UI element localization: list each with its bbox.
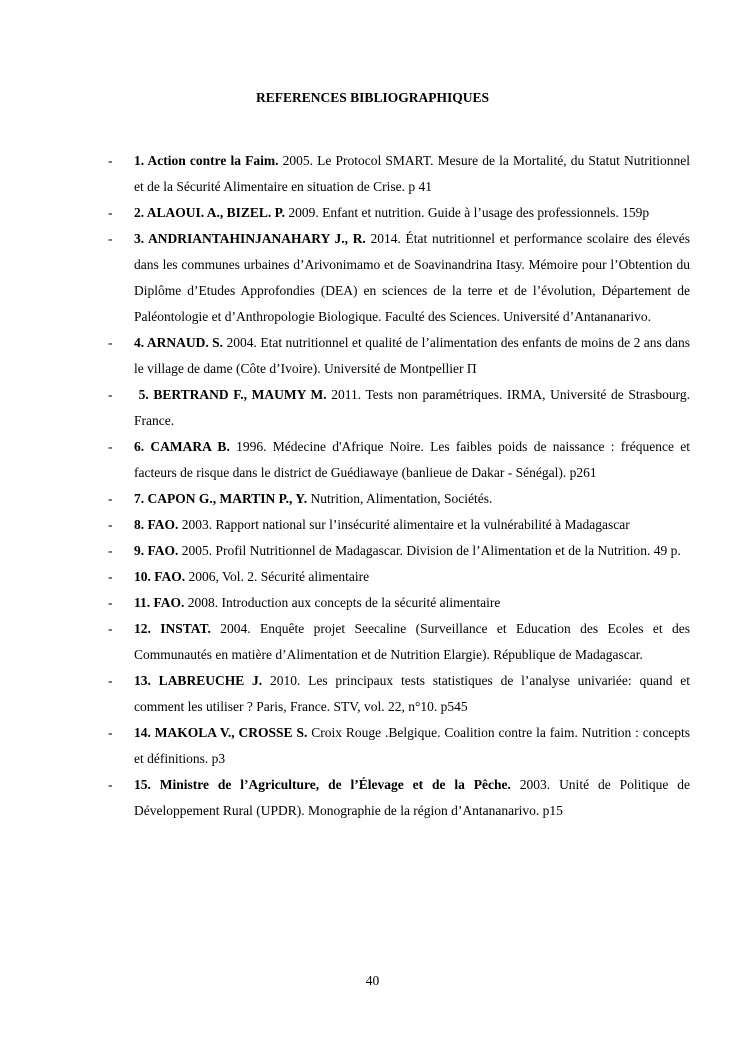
reference-text: Nutrition, Alimentation, Sociétés. [307, 491, 493, 506]
reference-item [108, 616, 690, 668]
page-title: REFERENCES BIBLIOGRAPHIQUES [256, 90, 489, 105]
reference-item [108, 720, 690, 772]
reference-item [108, 330, 690, 382]
reference-item [108, 382, 690, 434]
reference-author: 3. ANDRIANTAHINJANAHARY J., R. [134, 231, 366, 246]
reference-text: 2014. État nutritionnel et performance scolaire des élevés dans les communes urbaines d’Arivonimamo et de Soavinandrina Itasy. Mémoire pour l’Obtention du Diplôme d’Etudes Approfondies (DEA) en sciences de la terre et de l’évolution, Département de Paléontologie et d’Anthropologie Biologique. Faculté des Sciences. Université d’Antananarivo. [134, 231, 690, 324]
page-number: 40 [365, 973, 380, 988]
reference-text: 1996. Médecine d'Afrique Noire. Les faibles poids de naissance : fréquence et facteurs de risque dans le district de Guédiawaye (banlieue de Dakar - Sénégal). p261 [134, 439, 691, 480]
bullet-dash: - [108, 621, 113, 636]
reference-text: 2004. Etat nutritionnel et qualité de l’alimentation des enfants de moins de 2 ans dans le village de dame (Côte d’Ivoire). Université de Montpellier Π [134, 335, 690, 376]
bullet-dash: - [108, 387, 113, 402]
reference-item [108, 668, 690, 720]
bullet-dash: - [108, 673, 113, 688]
reference-text: Croix Rouge .Belgique. Coalition contre la faim. Nutrition : concepts et définitions. p3 [134, 725, 690, 766]
reference-item [108, 772, 690, 824]
reference-author: 4. ARNAUD. S. [134, 335, 224, 350]
reference-author: 6. CAMARA B. [134, 439, 230, 454]
bullet-dash: - [108, 439, 113, 454]
bullet-dash: - [108, 517, 113, 532]
reference-author: 12. INSTAT. [134, 621, 211, 636]
bullet-dash: - [108, 335, 113, 350]
reference-item [108, 590, 690, 616]
bullet-dash: - [108, 543, 113, 558]
bullet-dash: - [108, 231, 113, 246]
reference-text: 2006, Vol. 2. Sécurité alimentaire [185, 569, 370, 584]
bullet-dash: - [108, 725, 113, 740]
reference-text: 2010. Les principaux tests statistiques de l’analyse univariée: quand et comment les utiliser ? Paris, France. STV, vol. 22, n°10. p545 [134, 673, 691, 714]
bullet-dash: - [108, 491, 113, 506]
reference-author: 1. Action contre la Faim. [134, 153, 279, 168]
reference-author: 14. MAKOLA V., CROSSE S. [134, 725, 308, 740]
reference-text: 2009. Enfant et nutrition. Guide à l’usage des professionnels. 159p [285, 205, 650, 220]
reference-text: 2003. Unité de Politique de Développement Rural (UPDR). Monographie de la région d’Antananarivo. p15 [134, 777, 690, 818]
bullet-dash: - [108, 153, 113, 168]
reference-author: 9. FAO. [134, 543, 179, 558]
reference-text: 2005. Le Protocol SMART. Mesure de la Mortalité, du Statut Nutritionnel et de la Sécurité Alimentaire en situation de Crise. p 41 [134, 153, 690, 194]
reference-item [108, 486, 690, 512]
reference-author: 7. CAPON G., MARTIN P., Y. [134, 491, 308, 506]
reference-text: 2011. Tests non paramétriques. IRMA, Université de Strasbourg. France. [134, 387, 691, 428]
bullet-dash: - [108, 595, 113, 610]
reference-item [108, 148, 690, 200]
reference-author: 5. BERTRAND F., MAUMY M. [134, 387, 327, 402]
reference-author: 2. ALAOUI. A., BIZEL. P. [134, 205, 286, 220]
reference-author: 10. FAO. [134, 569, 186, 584]
reference-author: 15. Ministre de l’Agriculture, de l’Élevage et de la Pêche. [134, 777, 511, 792]
reference-item [108, 564, 690, 590]
reference-item [108, 200, 690, 226]
reference-author: 8. FAO. [134, 517, 179, 532]
reference-item [108, 226, 690, 330]
reference-text: 2008. Introduction aux concepts de la sécurité alimentaire [184, 595, 501, 610]
reference-text: 2003. Rapport national sur l’insécurité alimentaire et la vulnérabilité à Madagascar [178, 517, 630, 532]
reference-text: 2004. Enquête projet Seecaline (Surveillance et Education des Ecoles et des Communautés en matière d’Alimentation et de Nutrition Elargie). République de Madagascar. [134, 621, 690, 662]
bullet-dash: - [108, 205, 113, 220]
bullet-dash: - [108, 569, 113, 584]
reference-author: 13. LABREUCHE J. [134, 673, 263, 688]
bullet-dash: - [108, 777, 113, 792]
reference-list [108, 148, 690, 824]
reference-item [108, 434, 690, 486]
reference-text: 2005. Profil Nutritionnel de Madagascar. Division de l’Alimentation et de la Nutrition. 49 p. [178, 543, 681, 558]
reference-item [108, 512, 690, 538]
reference-author: 11. FAO. [134, 595, 185, 610]
reference-item [108, 538, 690, 564]
